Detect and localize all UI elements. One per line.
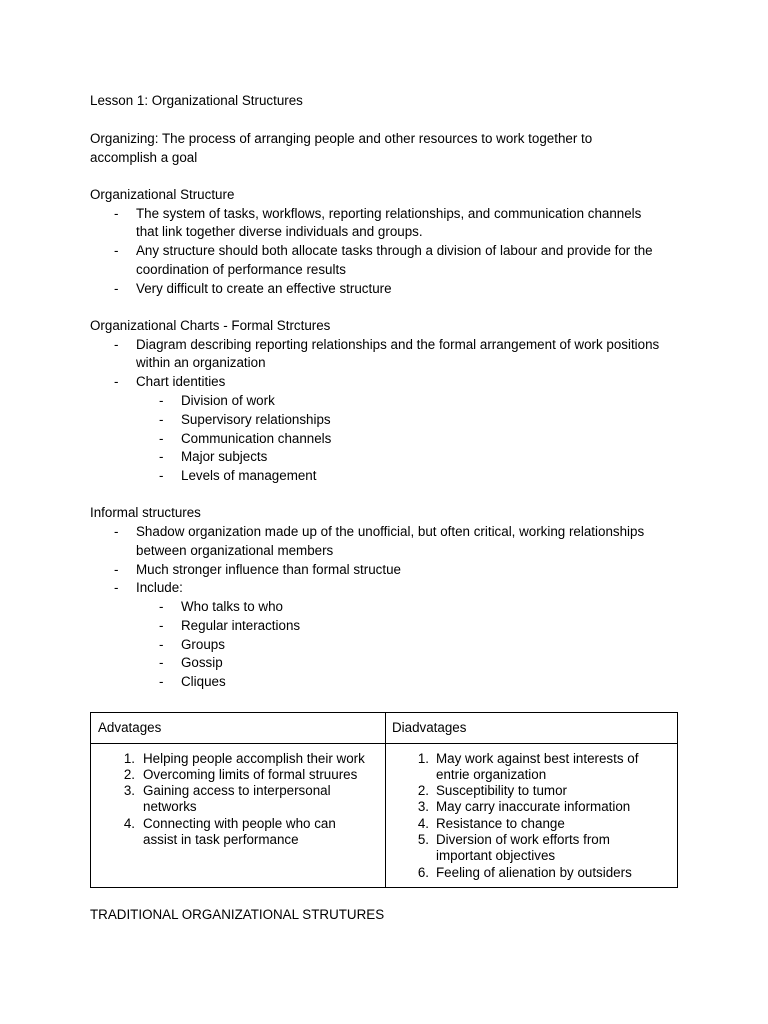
sub-bullet-dash: -: [159, 618, 164, 633]
table-header-disadvantages: Diadvatages: [392, 720, 467, 735]
list-item: Overcoming limits of formal struures: [143, 767, 358, 782]
bullet-text: between organizational members: [136, 543, 334, 558]
list-item: Connecting with people who can: [143, 816, 336, 831]
list-number: 4.: [123, 816, 135, 831]
list-item: May carry inaccurate information: [436, 799, 631, 814]
list-item: May work against best interests of: [436, 751, 639, 766]
list-item: networks: [143, 799, 197, 814]
list-item: Gaining access to interpersonal: [143, 783, 331, 798]
bullet-text: Diagram describing reporting relationships and the formal arrangement of work positions: [136, 337, 660, 352]
list-number: 2.: [123, 767, 135, 782]
section-heading-informal: Informal structures: [90, 505, 201, 520]
list-item: assist in task performance: [143, 832, 299, 847]
sub-bullet-text: Gossip: [181, 655, 223, 670]
section-heading-org-structure: Organizational Structure: [90, 187, 235, 202]
sub-bullet-text: Supervisory relationships: [181, 412, 331, 427]
table-divider-horizontal: [91, 743, 677, 744]
section-heading-org-charts: Organizational Charts - Formal Strctures: [90, 318, 331, 333]
list-item: Feeling of alienation by outsiders: [436, 865, 632, 880]
sub-bullet-dash: -: [159, 599, 164, 614]
sub-bullet-dash: -: [159, 637, 164, 652]
bullet-dash: -: [114, 337, 119, 352]
sub-bullet-text: Groups: [181, 637, 225, 652]
bullet-text: coordination of performance results: [136, 262, 346, 277]
bullet-text: Any structure should both allocate tasks through a division of labour and provide for the: [136, 243, 653, 258]
list-number: 4.: [417, 816, 429, 831]
bullet-dash: -: [114, 206, 119, 221]
organizing-definition-line1: Organizing: The process of arranging people and other resources to work together to: [90, 131, 593, 146]
list-number: 5.: [417, 832, 429, 847]
bullet-text: Much stronger influence than formal structue: [136, 562, 401, 577]
sub-bullet-dash: -: [159, 468, 164, 483]
bullet-dash: -: [114, 562, 119, 577]
bullet-text: within an organization: [136, 355, 266, 370]
list-number: 6.: [417, 865, 429, 880]
list-number: 2.: [417, 783, 429, 798]
bullet-text: Chart identities: [136, 374, 226, 389]
list-item: Resistance to change: [436, 816, 565, 831]
list-item: Diversion of work efforts from: [436, 832, 610, 847]
table-header-advantages: Advatages: [98, 720, 162, 735]
list-item: Susceptibility to tumor: [436, 783, 567, 798]
bullet-text: Shadow organization made up of the unofficial, but often critical, working relationships: [136, 524, 645, 539]
bullet-text: Include:: [136, 580, 183, 595]
sub-bullet-text: Major subjects: [181, 449, 268, 464]
advantages-disadvantages-table: [90, 712, 678, 888]
page-title: Lesson 1: Organizational Structures: [90, 93, 303, 108]
list-number: 1.: [123, 751, 135, 766]
sub-bullet-dash: -: [159, 655, 164, 670]
list-number: 3.: [417, 799, 429, 814]
sub-bullet-text: Division of work: [181, 393, 275, 408]
sub-bullet-text: Levels of management: [181, 468, 317, 483]
bullet-text: The system of tasks, workflows, reporting relationships, and communication channels: [136, 206, 642, 221]
organizing-definition-line2: accomplish a goal: [90, 150, 198, 165]
table-divider-vertical: [385, 713, 386, 887]
bullet-dash: -: [114, 374, 119, 389]
bullet-dash: -: [114, 580, 119, 595]
sub-bullet-text: Cliques: [181, 674, 226, 689]
bullet-text: Very difficult to create an effective structure: [136, 281, 392, 296]
sub-bullet-text: Communication channels: [181, 431, 332, 446]
sub-bullet-text: Regular interactions: [181, 618, 301, 633]
sub-bullet-dash: -: [159, 393, 164, 408]
list-item: Helping people accomplish their work: [143, 751, 365, 766]
list-item: important objectives: [436, 848, 556, 863]
sub-bullet-dash: -: [159, 431, 164, 446]
bullet-dash: -: [114, 243, 119, 258]
sub-bullet-dash: -: [159, 412, 164, 427]
list-item: entrie organization: [436, 767, 547, 782]
bullet-text: that link together diverse individuals and groups.: [136, 224, 423, 239]
list-number: 1.: [417, 751, 429, 766]
sub-bullet-dash: -: [159, 674, 164, 689]
bullet-dash: -: [114, 524, 119, 539]
list-number: 3.: [123, 783, 135, 798]
sub-bullet-dash: -: [159, 449, 164, 464]
bullet-dash: -: [114, 281, 119, 296]
section-heading-traditional: TRADITIONAL ORGANIZATIONAL STRUTURES: [90, 907, 385, 922]
sub-bullet-text: Who talks to who: [181, 599, 283, 614]
